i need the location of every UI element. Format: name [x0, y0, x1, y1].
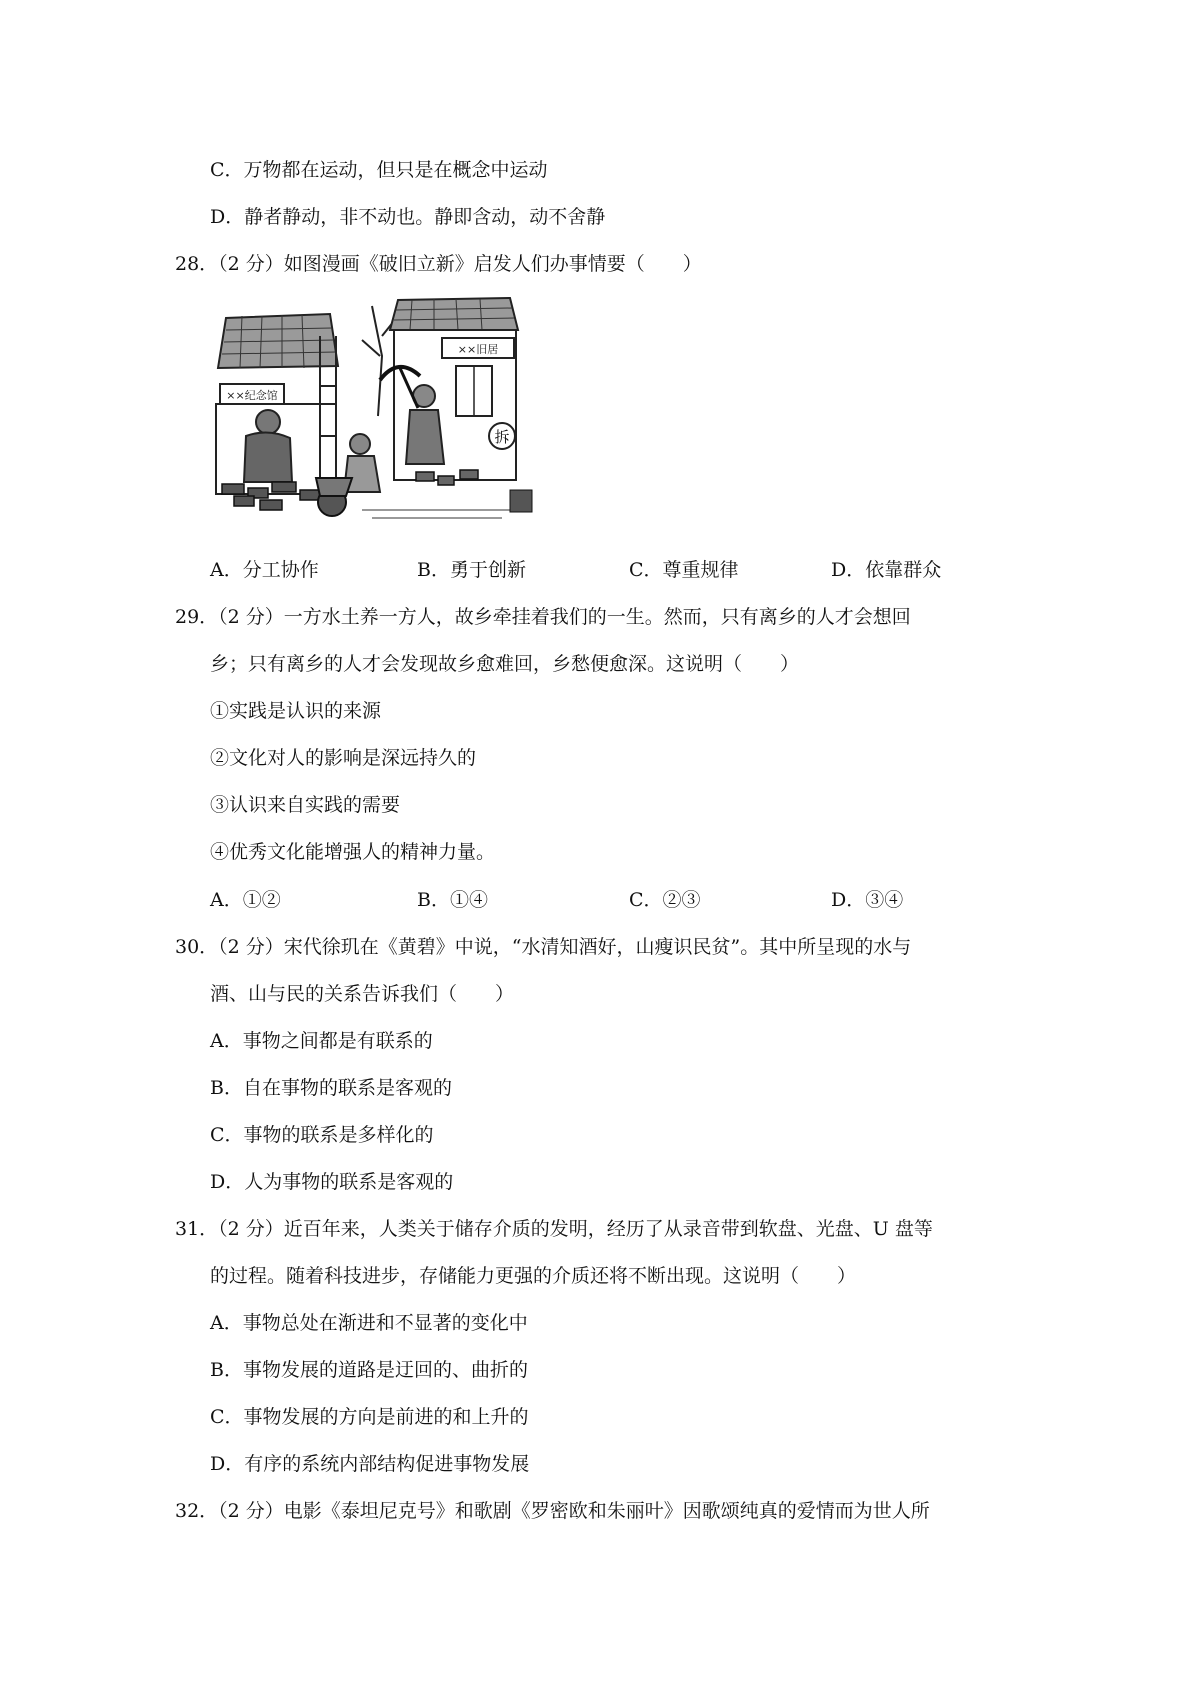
q29-option-c[interactable]: C．②③: [629, 889, 701, 911]
q30-option-b[interactable]: B．自在事物的联系是客观的: [210, 1077, 452, 1099]
q27-option-d: D．静者静动，非不动也。静即含动，动不舍静: [210, 206, 606, 228]
q28-option-c[interactable]: C．尊重规律: [629, 559, 739, 581]
demolish-stamp: 拆: [494, 428, 510, 446]
q29-statement-3: ③认识来自实践的需要: [210, 794, 401, 816]
question-30-stem-line1: 30．（2 分）宋代徐玑在《黄碧》中说，“水清知酒好，山瘦识民贫”。其中所呈现的水与: [175, 936, 912, 958]
q28-option-d[interactable]: D．依靠群众: [831, 559, 942, 581]
q30-option-d[interactable]: D．人为事物的联系是客观的: [210, 1171, 454, 1193]
q30-option-c[interactable]: C．事物的联系是多样化的: [210, 1124, 434, 1146]
q31-option-b[interactable]: B．事物发展的道路是迂回的、曲折的: [210, 1359, 528, 1381]
q28-option-b[interactable]: B．勇于创新: [417, 559, 526, 581]
q30-option-a[interactable]: A．事物之间都是有联系的: [210, 1030, 433, 1052]
question-29-stem-line2: 乡；只有离乡的人才会发现故乡愈难回，乡愁便愈深。这说明（ ）: [210, 653, 800, 675]
q29-statement-4: ④优秀文化能增强人的精神力量。: [210, 841, 496, 863]
q31-option-a[interactable]: A．事物总处在渐进和不显著的变化中: [210, 1312, 528, 1334]
q31-option-c[interactable]: C．事物发展的方向是前进的和上升的: [210, 1406, 529, 1428]
cartoon-illustration: [212, 296, 540, 528]
q29-statement-1: ①实践是认识的来源: [210, 700, 382, 722]
sign-left: ××纪念馆: [226, 389, 278, 402]
q28-option-a[interactable]: A．分工协作: [210, 559, 319, 581]
q31-option-d[interactable]: D．有序的系统内部结构促进事物发展: [210, 1453, 530, 1475]
question-28-options: [210, 557, 1010, 583]
question-29-options: [210, 887, 1010, 913]
question-29-stem-line1: 29．（2 分）一方水土养一方人，故乡牵挂着我们的一生。然而，只有离乡的人才会想回: [175, 606, 911, 628]
question-31-stem-line1: 31．（2 分）近百年来，人类关于储存介质的发明，经历了从录音带到软盘、光盘、U 盘等: [175, 1218, 933, 1240]
q29-option-d[interactable]: D．③④: [831, 889, 904, 911]
question-28-stem: 28．（2 分）如图漫画《破旧立新》启发人们办事情要（ ）: [175, 253, 702, 275]
q29-option-a[interactable]: A．①②: [210, 889, 281, 911]
sign-right: ××旧居: [457, 343, 499, 356]
q27-option-c: C．万物都在运动，但只是在概念中运动: [210, 159, 548, 181]
question-30-stem-line2: 酒、山与民的关系告诉我们（ ）: [210, 983, 515, 1005]
q29-option-b[interactable]: B．①④: [417, 889, 488, 911]
q29-statement-2: ②文化对人的影响是深远持久的: [210, 747, 477, 769]
question-31-stem-line2: 的过程。随着科技进步，存储能力更强的介质还将不断出现。这说明（ ）: [210, 1265, 857, 1287]
question-32-stem-line1: 32．（2 分）电影《泰坦尼克号》和歌剧《罗密欧和朱丽叶》因歌颂纯真的爱情而为世人所: [175, 1500, 930, 1522]
